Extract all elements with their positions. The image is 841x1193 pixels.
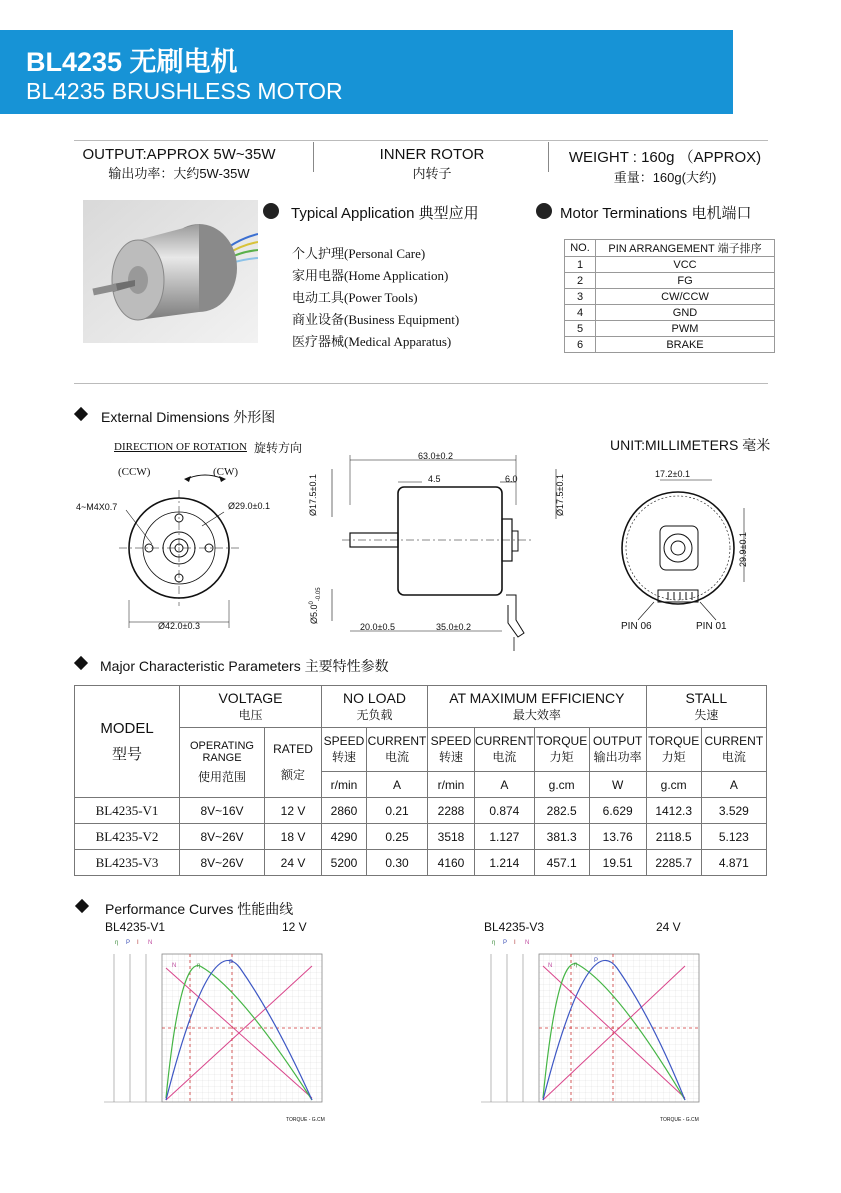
spec-top-line (74, 140, 768, 141)
len63-dim: 63.0±0.2 (418, 451, 453, 461)
d5-tol-upper: 0 (309, 601, 315, 605)
d42-dim: Ø42.0±0.3 (158, 621, 200, 631)
curve-label-eta: η (197, 963, 201, 969)
model-cell: BL4235-V3 (75, 850, 180, 876)
noload-label: NO LOAD (342, 690, 406, 706)
cell: 282.5 (534, 798, 589, 824)
curve-header-letter: P (126, 940, 131, 946)
cell: 5.123 (701, 824, 766, 850)
torque-label: TORQUE (536, 734, 588, 748)
cell: 2288 (428, 798, 475, 824)
output-label: OUTPUT:APPROX 5W~35W (82, 146, 276, 163)
cell: 2118.5 (646, 824, 701, 850)
model-label-cn: 型号 (111, 745, 142, 763)
d5-tol-lower: -0.05 (315, 587, 322, 602)
pin06-label: PIN 06 (621, 621, 652, 632)
stall-header (646, 686, 766, 728)
cell: 1412.3 (646, 798, 701, 824)
rotor-label-cn: 内转子 (412, 166, 452, 181)
stall-label: STALL (685, 690, 728, 706)
torque-label-cn: 力矩 (549, 750, 574, 764)
me-torque-header (534, 728, 589, 772)
oprange-label-cn: 使用范围 (197, 770, 246, 784)
stall-torque-header (646, 728, 701, 772)
table-row (565, 305, 775, 321)
title-cn: BL4235 无刷电机 (26, 47, 238, 77)
maxeff-header (428, 686, 647, 728)
d175b-dim: Ø17.5±0.1 (555, 474, 565, 516)
pin-name: BRAKE (596, 337, 775, 353)
model-cell: BL4235-V2 (75, 824, 180, 850)
output-label-cn: 输出功率：大约5W-35W (108, 166, 250, 181)
cell: 8V~26V (180, 850, 265, 876)
pin-name: VCC (596, 257, 775, 273)
col-no: NO. (565, 240, 596, 257)
output-label-cn: 输出功率 (593, 750, 642, 764)
cw-label: (CW) (213, 466, 239, 478)
left-x-axis-label: TORQUE - G.CM (286, 1117, 325, 1123)
cell: 4160 (428, 850, 475, 876)
cell: 18 V (265, 824, 322, 850)
cell: 5200 (322, 850, 367, 876)
cell: 1.214 (475, 850, 535, 876)
d5-base: Ø5.0 (309, 604, 319, 624)
noload-label-cn: 无负载 (356, 708, 393, 722)
curve-label-n: N (548, 963, 553, 969)
curve-header-letter: η (115, 940, 119, 946)
model-cell: BL4235-V1 (75, 798, 180, 824)
parameters-table (74, 685, 767, 876)
current-label-cn: 电流 (384, 750, 409, 764)
list-item: 电动工具(Power Tools) (292, 290, 418, 305)
h299-dim: 29.9±0.1 (738, 532, 748, 567)
oprange-header (180, 728, 265, 798)
application-bullet-icon (263, 203, 279, 219)
left-model-label: BL4235-V1 (105, 920, 166, 934)
front-view-drawing (74, 470, 314, 640)
spec-divider (548, 142, 549, 172)
rated-header (265, 728, 322, 798)
current-label: CURRENT (704, 734, 764, 748)
curve-label-n: N (172, 963, 177, 969)
nl-current-header (367, 728, 428, 772)
cell: 0.30 (367, 850, 428, 876)
cell: 457.1 (534, 850, 589, 876)
table-row (565, 289, 775, 305)
voltage-label: VOLTAGE (218, 690, 283, 706)
parameters-title: Major Characteristic Parameters 主要特性参数 (100, 658, 389, 674)
spec-output (74, 146, 284, 182)
terminations-bullet-icon (536, 203, 552, 219)
cell: 24 V (265, 850, 322, 876)
rotation-label-cn: 旋转方向 (254, 441, 303, 455)
diamond-bullet-icon (74, 656, 88, 670)
curve-header-letter: N (525, 940, 530, 946)
unit-label: UNIT:MILLIMETERS 毫米 (610, 437, 771, 453)
header-banner (0, 30, 733, 114)
curve-header-letter: I (137, 940, 139, 946)
current-label: CURRENT (367, 734, 427, 748)
speed-label: SPEED (323, 734, 365, 748)
col-pin: PIN ARRANGEMENT 端子排序 (596, 240, 775, 257)
ccw-label: (CCW) (118, 466, 151, 478)
model-label: MODEL (100, 719, 154, 737)
pin-no: 4 (565, 305, 596, 321)
cell: 8V~16V (180, 798, 265, 824)
len45-dim: 4.5 (428, 474, 441, 484)
list-item: 医疗器械(Medical Apparatus) (292, 334, 452, 349)
pin-name: FG (596, 273, 775, 289)
current-label-cn: 电流 (721, 750, 746, 764)
d175a-dim: Ø17.5±0.1 (308, 474, 318, 516)
maxeff-label-cn: 最大效率 (512, 708, 561, 722)
curve-label-p: P (229, 960, 234, 966)
spec-rotor (334, 146, 530, 182)
table-row (75, 798, 767, 824)
left-voltage-label: 12 V (282, 920, 307, 934)
curve-label-p: P (594, 958, 599, 964)
spec-weight (560, 146, 770, 186)
list-item: 家用电器(Home Application) (292, 268, 449, 283)
me-output-header (589, 728, 646, 772)
motor-photo (83, 200, 258, 343)
cell: 4290 (322, 824, 367, 850)
d29-dim: Ø29.0±0.1 (228, 501, 270, 511)
maxeff-label: AT MAXIMUM EFFICIENCY (449, 690, 625, 706)
speed-label-cn: 转速 (331, 750, 356, 764)
curve-header-letter: P (503, 940, 508, 946)
unit-cell: r/min (322, 772, 367, 798)
len6-dim: 6.0 (505, 474, 518, 484)
diamond-bullet-icon (74, 407, 88, 421)
torque-label: TORQUE (648, 734, 700, 748)
stall-label-cn: 失速 (694, 708, 719, 722)
weight-label: WEIGHT : 160g （APPROX) (568, 149, 762, 166)
unit-cell: W (589, 772, 646, 798)
pin-no: 5 (565, 321, 596, 337)
right-voltage-label: 24 V (656, 920, 681, 934)
spec-divider (313, 142, 314, 172)
terminations-title: Motor Terminations 电机端口 (560, 205, 752, 222)
dimensions-title: External Dimensions 外形图 (101, 409, 276, 425)
pin01-label: PIN 01 (696, 621, 727, 632)
pin-no: 6 (565, 337, 596, 353)
stall-current-header (701, 728, 766, 772)
table-row (565, 337, 775, 353)
table-header-row (565, 240, 775, 257)
application-title: Typical Application 典型应用 (291, 205, 479, 222)
current-label-cn: 电流 (492, 750, 517, 764)
table-row (565, 321, 775, 337)
right-x-axis-label: TORQUE - G.CM (660, 1117, 699, 1123)
unit-cell: g.cm (646, 772, 701, 798)
table-row (75, 850, 767, 876)
right-performance-chart (477, 948, 707, 1120)
list-item: 商业设备(Business Equipment) (292, 312, 460, 327)
cell: 3.529 (701, 798, 766, 824)
left-performance-chart (100, 948, 330, 1120)
cell: 19.51 (589, 850, 646, 876)
len35-dim: 35.0±0.2 (436, 622, 471, 632)
pin-name: CW/CCW (596, 289, 775, 305)
pin-no: 2 (565, 273, 596, 289)
diamond-bullet-icon (75, 899, 89, 913)
nl-speed-header (322, 728, 367, 772)
cell: 13.76 (589, 824, 646, 850)
title-en: BL4235 BRUSHLESS MOTOR (26, 78, 343, 104)
noload-header (322, 686, 428, 728)
rotor-label: INNER ROTOR (379, 146, 485, 163)
unit-cell: r/min (428, 772, 475, 798)
curve-header-letter: I (514, 940, 516, 946)
section-divider (74, 383, 768, 384)
cell: 6.629 (589, 798, 646, 824)
curve-label-eta: η (574, 962, 578, 968)
voltage-label-cn: 电压 (238, 708, 263, 722)
w172-dim: 17.2±0.1 (655, 469, 690, 479)
list-item: 个人护理(Personal Care) (292, 246, 426, 261)
cell: 1.127 (475, 824, 535, 850)
len20-dim: 20.0±0.5 (360, 622, 395, 632)
application-list (292, 243, 459, 353)
pin-no: 1 (565, 257, 596, 273)
unit-cell: A (367, 772, 428, 798)
cell: 2285.7 (646, 850, 701, 876)
torque-label-cn: 力矩 (661, 750, 686, 764)
d5-dim (309, 587, 322, 624)
rotation-label: DIRECTION OF ROTATION (114, 441, 247, 453)
cell: 12 V (265, 798, 322, 824)
cell: 4.871 (701, 850, 766, 876)
curve-header-letter: η (492, 940, 496, 946)
table-row (565, 257, 775, 273)
unit-cell: A (701, 772, 766, 798)
right-model-label: BL4235-V3 (484, 920, 545, 934)
cell: 8V~26V (180, 824, 265, 850)
voltage-header (180, 686, 322, 728)
cell: 3518 (428, 824, 475, 850)
table-row (75, 824, 767, 850)
model-header (75, 686, 180, 798)
speed-label: SPEED (430, 734, 472, 748)
oprange-label: OPERATING RANGE (190, 740, 254, 764)
rated-label-cn: 额定 (280, 768, 305, 782)
pin-no: 3 (565, 289, 596, 305)
unit-cell: g.cm (534, 772, 589, 798)
curves-title: Performance Curves 性能曲线 (105, 901, 294, 917)
me-current-header (475, 728, 535, 772)
cell: 0.874 (475, 798, 535, 824)
speed-label-cn: 转速 (438, 750, 463, 764)
current-label: CURRENT (475, 734, 534, 748)
pin-name: GND (596, 305, 775, 321)
curve-header-letter: N (148, 940, 153, 946)
cell: 2860 (322, 798, 367, 824)
output-label: OUTPUT (593, 734, 643, 748)
cell: 381.3 (534, 824, 589, 850)
cell: 0.25 (367, 824, 428, 850)
table-row (565, 273, 775, 289)
weight-label-cn: 重量：160g(大约) (613, 170, 717, 185)
rated-label: RATED (273, 742, 313, 756)
holes-dim: 4~M4X0.7 (76, 502, 118, 512)
pin-name: PWM (596, 321, 775, 337)
unit-cell: A (475, 772, 535, 798)
pin-table (564, 239, 775, 353)
cell: 0.21 (367, 798, 428, 824)
me-speed-header (428, 728, 475, 772)
table-header-row (75, 686, 767, 728)
